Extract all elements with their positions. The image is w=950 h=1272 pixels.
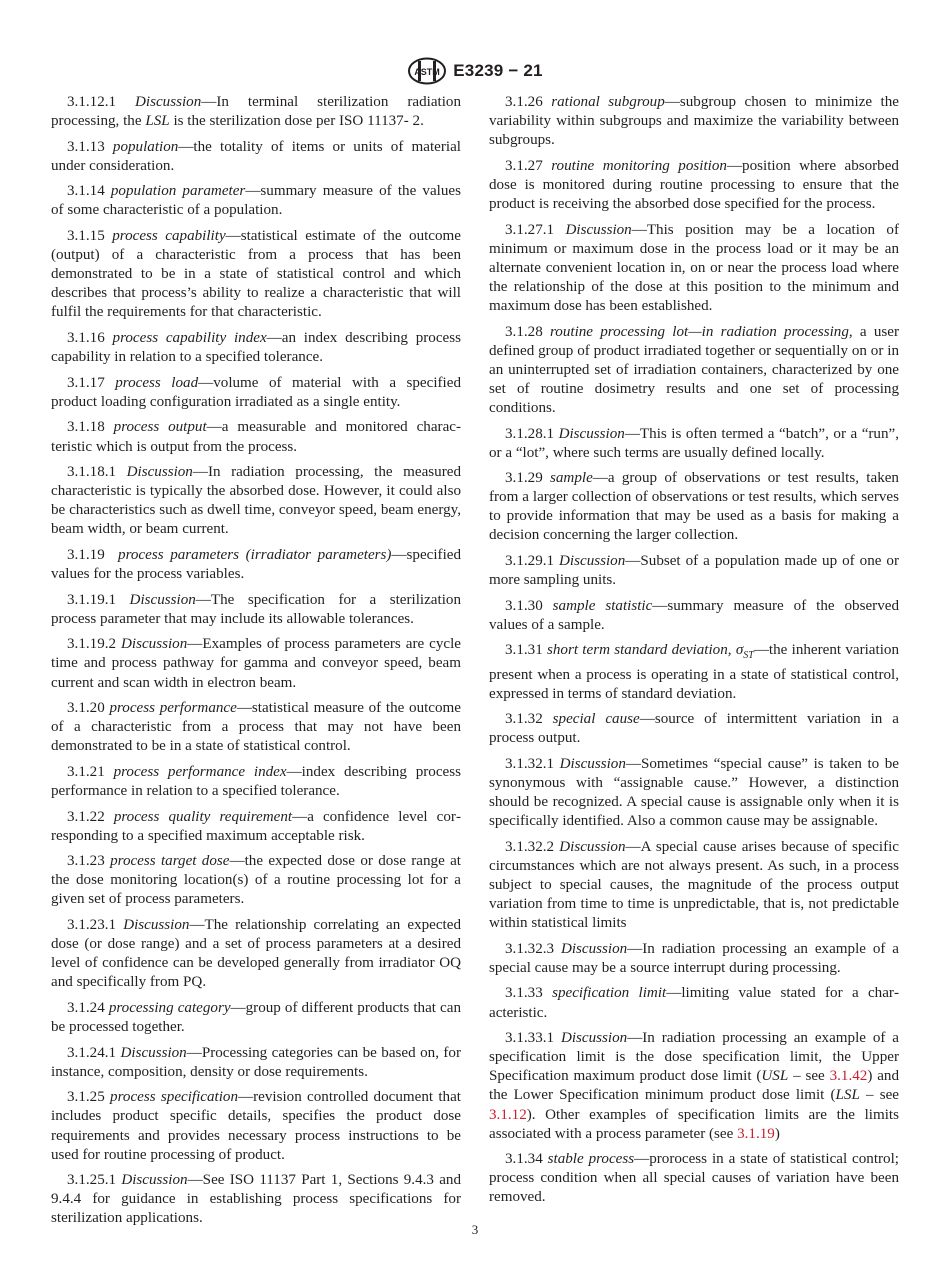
definition-paragraph: 3.1.26 rational subgroup—subgroup chosen to minimize the variability within subgroups and maximize the variability between subgroups. bbox=[489, 94, 899, 149]
definition-paragraph: 3.1.24.1 Discussion—Processing categories can be based on, for instance, composition, density or dose requirements. bbox=[51, 1044, 461, 1080]
definition-paragraph: 3.1.34 stable process—prorocess in a state of statistical control; process condition when all special causes of variation have been removed. bbox=[489, 1151, 899, 1206]
definition-paragraph: 3.1.28.1 Discussion—This is often termed a “batch”, or a “run”, or a “lot”, where such terms are usually defined locally. bbox=[489, 425, 899, 461]
definition-paragraph: 3.1.21 process performance index—index describing process performance in relation to a specified tolerance. bbox=[51, 763, 461, 799]
page-header bbox=[0, 56, 950, 86]
definition-paragraph: 3.1.20 process performance—statistical measure of the outcome of a characteristic from a process that may not have been demonstrated to be in a state of statistical control. bbox=[51, 700, 461, 755]
left-column bbox=[51, 93, 461, 1235]
definition-paragraph: 3.1.23 process target dose—the expected dose or dose range at the dose monitoring location(s) of a routine processing lot for a given set of process parameters. bbox=[51, 853, 462, 908]
definition-paragraph: 3.1.30 sample statistic—summary measure of the observed values of a sample. bbox=[489, 597, 899, 633]
definition-paragraph: 3.1.22 process quality requirement—a confidence level corresponding to a specified maximum acceptable risk. bbox=[51, 808, 461, 844]
astm-logo-icon bbox=[407, 57, 447, 85]
definition-paragraph: 3.1.29.1 Discussion—Subset of a population made up of one or more sampling units. bbox=[489, 553, 899, 589]
page-number: 3 bbox=[471, 1222, 479, 1237]
definition-paragraph: 3.1.32.3 Discussion—In radiation processing an example of a special cause may be a source interrupt during processing. bbox=[489, 940, 899, 976]
definition-paragraph: 3.1.12.1 Discussion—In terminal sterilization radiation processing, the LSL is the sterilization dose per ISO 11137- 2. bbox=[51, 94, 461, 130]
definition-paragraph: 3.1.18 process output—a measurable and monitored characteristic which is output from the process. bbox=[51, 419, 461, 455]
definition-paragraph: 3.1.32 special cause—source of intermittent variation in a process output. bbox=[489, 711, 899, 747]
definition-paragraph: 3.1.18.1 Discussion—In radiation processing, the measured characteristic is typically the absorbed dose. However, it could also be characteristics such as dwell time, conveyor speed, beam energy, beam width, or beam current. bbox=[51, 464, 461, 538]
definition-paragraph: 3.1.19.1 Discussion—The specification for a sterilization process parameter that may include its allowable tolerances. bbox=[51, 591, 461, 627]
definition-paragraph: 3.1.15 process capability—statistical estimate of the outcome (output) of a characteristic from a process that has been demonstrated to be in a state of statistical control and which describes that process’s ability to realize a characteristic that will fulfil the requirements for that characteristic. bbox=[51, 228, 461, 321]
definition-paragraph: 3.1.28 routine processing lot—in radiation processing, a user defined group of product irradiated together or sequentially on or in an uninterrupted set of irradiation containers, characterized by one set of routine dosimetry results and one set of processing conditions. bbox=[489, 323, 899, 416]
definition-paragraph: 3.1.16 process capability index—an index describing process capability in relation to a specified tolerance. bbox=[51, 330, 461, 366]
definition-paragraph: 3.1.32.1 Discussion—Sometimes “special cause” is taken to be synonymous with “assignable cause.” However, a distinction should be recognized. A special cause is assignable only when it is specifically identified. Also a common cause may be assignable. bbox=[489, 755, 899, 830]
definition-paragraph: 3.1.23.1 Discussion—The relationship correlating an expected dose (or dose range) and a set of process parameters at a desired level of confidence can be developed generally from irradiator OQ and specifically from PQ. bbox=[51, 917, 462, 991]
document-designation: E3239 − 21 bbox=[453, 61, 543, 80]
definition-paragraph: 3.1.25 process specification—revision controlled document that includes product specific details, specifies the product dose requirements and provides necessary process instructions to be used for routine processing of product. bbox=[51, 1089, 461, 1163]
definition-paragraph: 3.1.31 short term standard deviation, $\sigma_{ST}—the$ inherent variation present when a process is operating in a state of statistical control, expressed in terms of standard deviation. bbox=[489, 642, 899, 702]
definition-paragraph: 3.1.19.2 Discussion—Examples of process parameters are cycle time and process pathway for gamma and conveyor speed, beam current and scan width in electron beam. bbox=[51, 636, 461, 691]
definition-paragraph: 3.1.32.2 Discussion—A special cause arises because of specific circumstances which are not always present. As such, in a process subject to special causes, the magnitude of the process output variation from time to time is unpredictable, that is, not predictable within statistical limits bbox=[489, 838, 899, 932]
definition-paragraph: 3.1.17 process load—volume of material with a specified product loading configuration irradiated as a single entity. bbox=[51, 374, 461, 410]
definition-paragraph: 3.1.19 process parameters (irradiator parameters)—specified values for the process variables. bbox=[51, 546, 462, 583]
definition-paragraph: 3.1.33.1 Discussion—In radiation processing an example of a specification limit is the dose specification limit, the Upper Specification maximum product dose limit (USL – see 3.1.42) and the Lower Specification minimum product dose limit (LSL – see 3.1.12). Other examples of specification limits are the limits associated with a process parameter (see 3.1.19) bbox=[489, 1030, 899, 1142]
definition-paragraph: 3.1.24 processing category—group of different products that can be processed together. bbox=[51, 999, 461, 1036]
definition-paragraph: 3.1.14 population parameter—summary measure of the values of some characteristic of a population. bbox=[51, 183, 461, 219]
definition-paragraph: 3.1.27 routine monitoring position—position where absorbed dose is monitored during routine processing to ensure that the product is receiving the absorbed dose specified for the process. bbox=[489, 157, 899, 212]
right-column bbox=[489, 93, 899, 1214]
definition-paragraph: 3.1.33 specification limit—limiting value stated for a characteristic. bbox=[489, 985, 899, 1021]
definition-paragraph: 3.1.13 population—the totality of items or units of material under consideration. bbox=[51, 138, 461, 174]
logo-text: ASTM bbox=[414, 67, 441, 77]
definition-paragraph: 3.1.27.1 Discussion—This position may be a location of minimum or maximum dose in the process load or it may be an alternate convenient location in, on or near the process load where the relationship of the dose at this position to the minimum and maximum dose has been established. bbox=[489, 221, 899, 314]
definition-paragraph: 3.1.29 sample—a group of observations or test results, taken from a larger collection of observations or test results, which serves to provide information that may be used as a basis for making a decision concerning the larger collection. bbox=[489, 470, 899, 544]
definition-paragraph: 3.1.25.1 Discussion—See ISO 11137 Part 1, Sections 9.4.3 and 9.4.4 for guidance in establishing process specifications for sterilization applications. bbox=[51, 1172, 462, 1227]
